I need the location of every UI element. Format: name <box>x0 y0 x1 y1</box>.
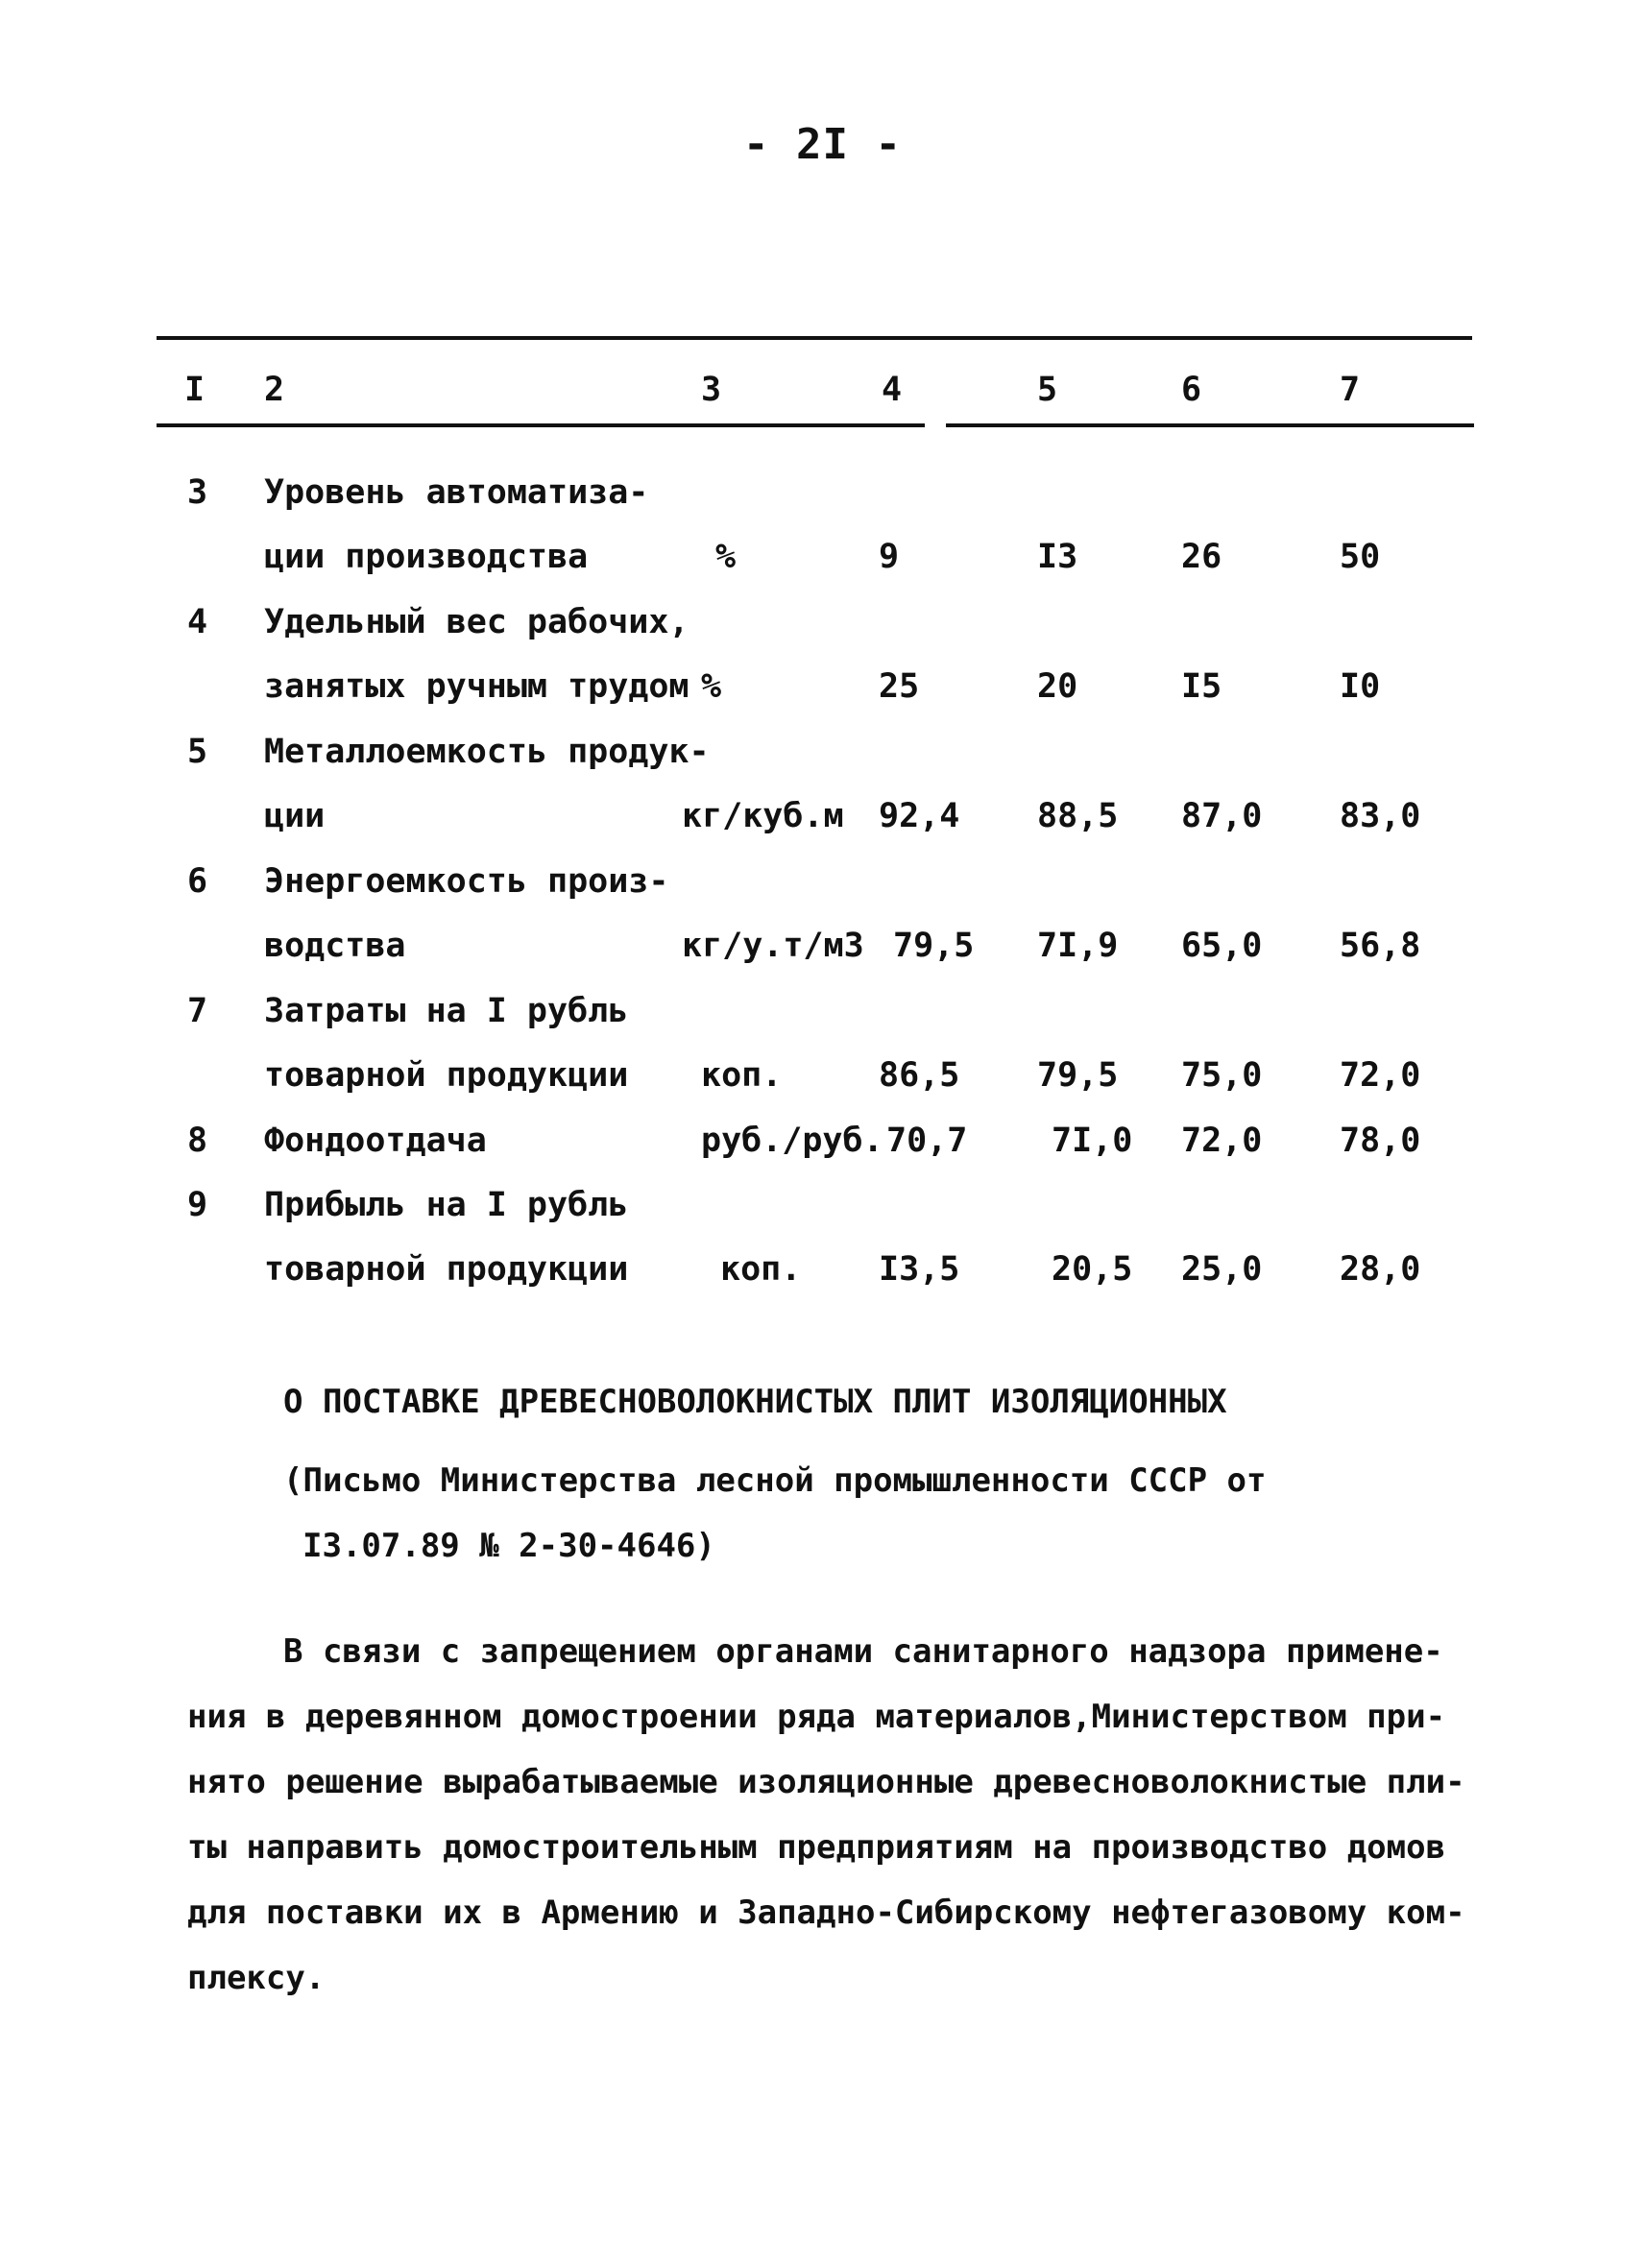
row-name-line: товарной продукции <box>264 1250 629 1289</box>
row-unit: кг/у.т/м3 <box>682 927 864 965</box>
row-value-6: 72,0 <box>1181 1122 1263 1160</box>
row-value-4: 9 <box>879 538 900 576</box>
row-value-4: 70,7 <box>886 1122 968 1160</box>
row-name-line: водства <box>264 927 406 965</box>
table-header-cell: 6 <box>1181 371 1202 409</box>
row-name-line: Прибыль на I рубль <box>264 1186 629 1224</box>
row-value-7: 50 <box>1340 538 1381 576</box>
row-value-4: 86,5 <box>879 1056 960 1095</box>
row-value-5: 20,5 <box>1052 1250 1133 1289</box>
row-number: 6 <box>187 862 208 901</box>
row-value-5: 79,5 <box>1037 1056 1119 1095</box>
row-value-7: 56,8 <box>1340 927 1421 965</box>
section-subtitle-line-2: I3.07.89 № 2-30-4646) <box>302 1527 715 1565</box>
row-name-line: Уровень автоматиза- <box>264 473 649 512</box>
row-name-line: Удельный вес рабочих, <box>264 603 689 641</box>
row-unit: % <box>701 667 722 706</box>
table-header-rule-right <box>946 423 1474 427</box>
row-number: 9 <box>187 1186 208 1224</box>
row-value-7: 72,0 <box>1340 1056 1421 1095</box>
row-number: 5 <box>187 733 208 771</box>
table-header-cell: 3 <box>701 371 722 409</box>
paragraph-line: В связи с запрещением органами санитарного надзора применe- <box>283 1632 1443 1671</box>
row-name-line: товарной продукции <box>264 1056 629 1095</box>
table-top-rule <box>157 336 1472 340</box>
row-value-5: 7I,0 <box>1052 1122 1133 1160</box>
table-header-cell: 4 <box>882 371 903 409</box>
paragraph-line: ты направить домостроительным предприятиям на производство домов <box>187 1828 1446 1867</box>
row-value-7: 28,0 <box>1340 1250 1421 1289</box>
row-value-5: I3 <box>1037 538 1078 576</box>
row-name-line: ции производства <box>264 538 589 576</box>
row-value-4: 25 <box>879 667 920 706</box>
section-subtitle-line-1: (Письмо Министерства лесной промышленности СССР от <box>283 1461 1267 1500</box>
row-number: 3 <box>187 473 208 512</box>
section-title: О ПОСТАВКЕ ДРЕВЕСНОВОЛОКНИСТЫХ ПЛИТ ИЗОЛЯЦИОННЫХ <box>283 1383 1227 1421</box>
table-header-cell: I <box>184 371 206 409</box>
table-header-cell: 2 <box>264 371 285 409</box>
row-name-line: ции <box>264 797 326 835</box>
row-number: 7 <box>187 992 208 1030</box>
row-value-6: 75,0 <box>1181 1056 1263 1095</box>
row-name-line: Энергоемкость произ- <box>264 862 669 901</box>
paragraph-line: нято решение вырабатываемые изоляционные древесноволокнистые пли- <box>187 1763 1465 1801</box>
row-value-5: 7I,9 <box>1037 927 1119 965</box>
row-unit: кг/куб.м <box>682 797 844 835</box>
table-header-cell: 7 <box>1340 371 1361 409</box>
row-value-4: 79,5 <box>893 927 975 965</box>
row-name-line: Затраты на I рубль <box>264 992 629 1030</box>
row-value-6: I5 <box>1181 667 1222 706</box>
paragraph-line: ния в деревянном домостроении ряда материалов,Министерством при- <box>187 1698 1446 1736</box>
row-value-6: 87,0 <box>1181 797 1263 835</box>
paragraph-line: плексу. <box>187 1959 326 1997</box>
row-number: 8 <box>187 1122 208 1160</box>
row-number: 4 <box>187 603 208 641</box>
row-unit: % <box>715 538 737 576</box>
row-value-6: 26 <box>1181 538 1222 576</box>
row-value-5: 88,5 <box>1037 797 1119 835</box>
row-unit: коп. <box>720 1250 802 1289</box>
row-value-4: I3,5 <box>879 1250 960 1289</box>
row-value-4: 92,4 <box>879 797 960 835</box>
row-value-6: 25,0 <box>1181 1250 1263 1289</box>
row-name-line: Фондоотдача <box>264 1122 487 1160</box>
row-value-7: I0 <box>1340 667 1381 706</box>
row-name-line: Металлоемкость продук- <box>264 733 710 771</box>
page-number: - 2I - <box>743 120 902 169</box>
row-value-5: 20 <box>1037 667 1078 706</box>
row-value-7: 83,0 <box>1340 797 1421 835</box>
paragraph-line: для поставки их в Армению и Западно-Сибирскому нефтегазовому ком- <box>187 1894 1465 1932</box>
row-value-6: 65,0 <box>1181 927 1263 965</box>
row-unit: коп. <box>701 1056 783 1095</box>
table-header-rule-left <box>157 423 925 427</box>
row-name-line: занятых ручным трудом <box>264 667 689 706</box>
row-unit: руб./руб. <box>701 1122 883 1160</box>
row-value-7: 78,0 <box>1340 1122 1421 1160</box>
table-header-cell: 5 <box>1037 371 1058 409</box>
